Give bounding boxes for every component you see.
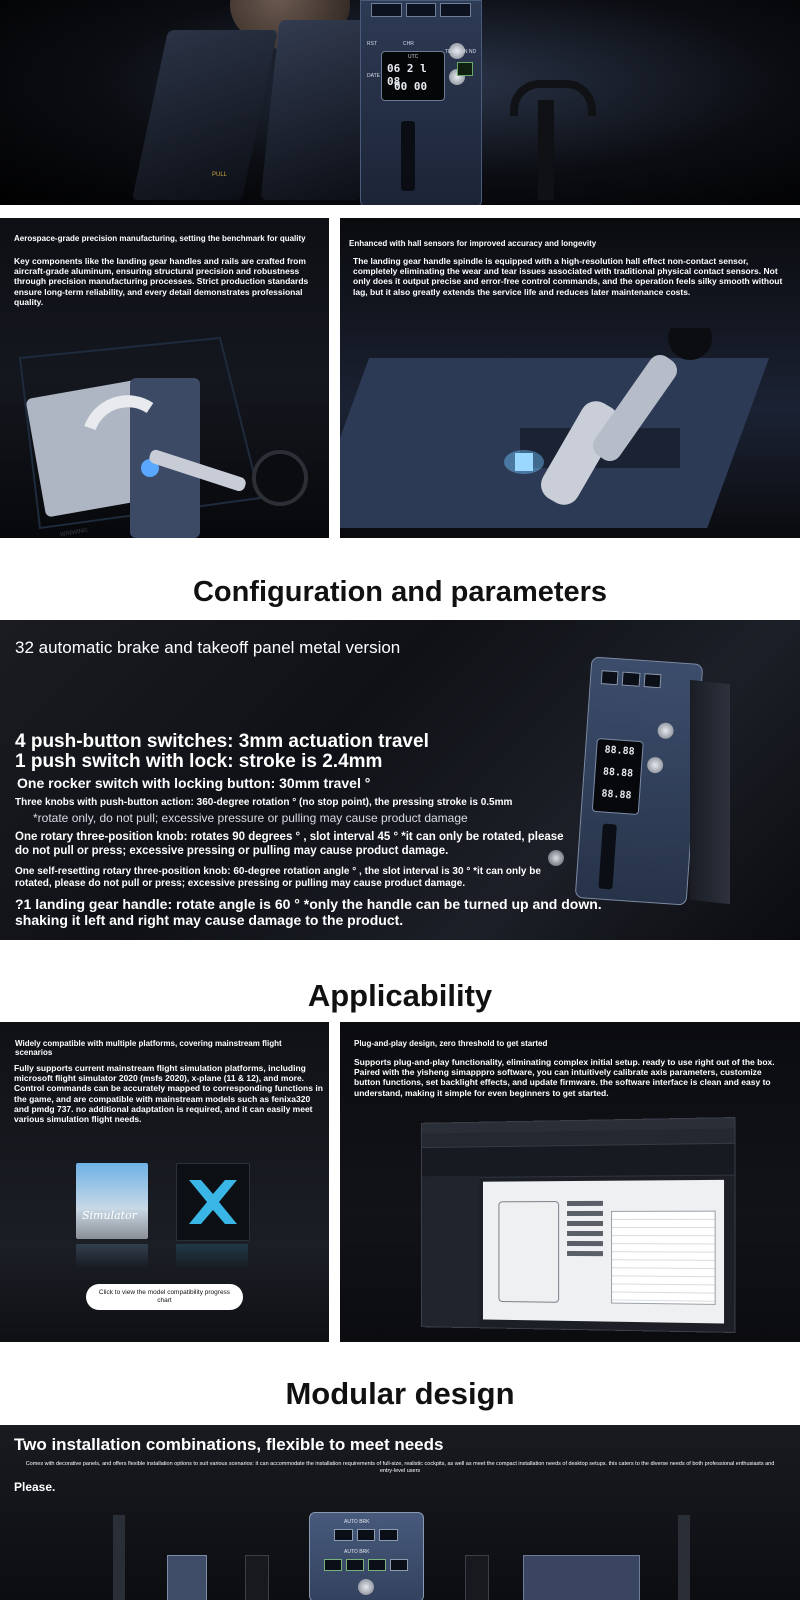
label-terr: TERR ON ND (445, 49, 477, 55)
throttle-lever-left (132, 30, 278, 200)
applicability-panel-plugplay (340, 1022, 800, 1342)
section-heading-modular: Modular design (285, 1376, 515, 1411)
label-chr: CHR (403, 41, 414, 47)
panel-button (334, 1529, 353, 1541)
label-date: DATE (367, 73, 380, 79)
msfs-box-title: Simulator (82, 1209, 137, 1222)
small-module-right (523, 1555, 640, 1600)
spec-item: 1 push switch with lock: stroke is 2.4mm (15, 751, 383, 772)
side-rail-left (113, 1515, 125, 1600)
section-heading-applicability: Applicability (307, 978, 493, 1013)
readout-digit: 88.88 (604, 744, 635, 758)
module-label: AUTO BRK (344, 1549, 370, 1555)
yoke-stem (538, 100, 554, 200)
hall-sensor-illustration (340, 328, 800, 538)
software-timeline (422, 1144, 735, 1178)
panel-button (324, 1559, 342, 1571)
button-row (371, 3, 471, 17)
panel-engraving: WINWING (59, 527, 89, 538)
panel-button (406, 3, 437, 17)
rotary-knob (657, 722, 674, 739)
spec-item: One rotary three-position knob: rotates 90 degrees ° , slot interval 45 ° *it can only be rotated, please do not pull or press; excessive pressing or pulling may cause product damage. (15, 831, 564, 857)
panel-button (346, 1559, 364, 1571)
panel-button (440, 3, 471, 17)
applicability-panel-platforms (0, 1022, 329, 1342)
small-module-left (167, 1555, 207, 1600)
spec-item: *rotate only, do not pull; excessive pressure or pulling may cause product damage (33, 811, 468, 825)
clock-display (381, 51, 445, 101)
panel-button (601, 670, 619, 685)
rotary-knob (358, 1579, 374, 1595)
terr-panel (445, 40, 485, 70)
panel-button (379, 1529, 398, 1541)
section-heading-configuration: Configuration and parameters (192, 576, 608, 608)
feature-title: Enhanced with hall sensors for improved accuracy and longevity (349, 239, 597, 248)
modular-title: Two installation combinations, flexible to meet needs (14, 1435, 444, 1454)
mapping-table (611, 1211, 716, 1305)
product-title: 32 automatic brake and takeoff panel metal version (15, 638, 401, 657)
spec-item: 4 push-button switches: 3mm actuation travel (15, 731, 429, 752)
software-sidebar (422, 1176, 479, 1327)
modular-subtitle: Comes with decorative panels, and offers flexible installation options to suit various scenarios: it can accommodate the installation requirements of full-size, realistic cockpits, as well as meet the compact installation needs of desktop setups. this caters to the diverse needs of both professional enthusiasts and entry-level users (25, 1461, 775, 1474)
gear-lever-slot (401, 121, 415, 191)
modular-note: Please. (14, 1480, 56, 1494)
label-rst: RST (367, 41, 377, 47)
reflection-right (176, 1244, 248, 1268)
applicability-body: Fully supports current mainstream flight simulation platforms, including microsoft flight simulator 2020 (msfs 2020), x-plane (11 & 12), and more. Control commands can be accurately mapped to corresponding functions in the game, and are compatible with mainstream models such as fenixa320 and pmdg 737. no additional adaptation is required, and it can easily meet various simulation flight needs. (14, 1063, 323, 1124)
module-button-row (334, 1529, 398, 1541)
feature-body: Key components like the landing gear handles and rails are crafted from aircraft-grade aluminum, ensuring structural precision and robustness through precision manufacturing processes. Strict production standards ensure long-term reliability, and every detail demonstrates professional quality. (14, 256, 309, 307)
spec-item: Three knobs with push-button action: 360-degree rotation ° (no stop point), the pressing stroke is 0.5mm (15, 797, 513, 808)
mapping-buttons (567, 1201, 603, 1261)
hero-label-pull: PULL (212, 172, 228, 178)
modular-panel (0, 1425, 800, 1600)
gear-handle-illustration (0, 318, 329, 538)
center-module (309, 1512, 424, 1600)
gear-lever-handle (548, 850, 564, 866)
gear-lever-slot (598, 824, 617, 890)
spec-item: ?1 landing gear handle: rotate angle is 60 ° *only the handle can be turned up and down. shaking it left and right may cause damage to the product. (15, 896, 602, 928)
feature-panel-manufacturing (0, 218, 329, 538)
applicability-title: Plug-and-play design, zero threshold to get started (354, 1039, 548, 1048)
panel-button (390, 1559, 408, 1571)
bracket-right (465, 1555, 489, 1600)
panel-button-row (601, 670, 662, 688)
panel-button (643, 673, 661, 688)
mount-bracket (690, 680, 730, 904)
terr-indicator (457, 62, 473, 76)
applicability-body: Supports plug-and-play functionality, eliminating complex initial setup. ready to use right out of the box. Paired with the yisheng simapppro software, you can intuitively calibrate axis parameters, customize button functions, set backlight effects, and update firmware. the software interface is clean and easy to understand, making it simple for even beginners to get started. (354, 1057, 775, 1098)
configuration-panel (0, 620, 800, 940)
panel-button (371, 3, 402, 17)
xplane-x-icon (177, 1164, 249, 1240)
readout-digit: 88.88 (602, 766, 634, 780)
module-button-row (324, 1559, 408, 1571)
panel-button (368, 1559, 386, 1571)
spec-item: One rocker switch with locking button: 30mm travel ° (17, 775, 371, 791)
spec-list (15, 732, 615, 928)
spec-item: One self-resetting rotary three-position knob: 60-degree rotation angle ° , the slot interval is 30 ° *it can only be rotated, please do not pull or press; excessive pressing or pulling may cause product damage. (15, 866, 541, 889)
reflection-left (76, 1244, 148, 1268)
panel-button (357, 1529, 376, 1541)
bracket-left (245, 1555, 269, 1600)
module-label: AUTO BRK (344, 1519, 370, 1525)
xplane-logo-box (176, 1163, 250, 1241)
compatibility-chart-button[interactable]: Click to view the model compatibility progress chart (86, 1284, 243, 1310)
device-diagram (498, 1201, 559, 1303)
label-utc: UTC (408, 54, 419, 60)
hero-banner (0, 0, 800, 205)
readout-window (592, 738, 644, 815)
clock-readout-elapsed: 00 00 (394, 80, 428, 93)
feature-panel-hall-sensor (340, 218, 800, 538)
msfs-game-box (76, 1163, 148, 1239)
side-rail-right (678, 1515, 690, 1600)
autobrake-panel-device (575, 656, 704, 905)
readout-digit: 88.88 (601, 788, 632, 802)
feature-title: Aerospace-grade precision manufacturing, setting the benchmark for quality (14, 234, 306, 243)
panel-button (622, 672, 640, 687)
feature-body: The landing gear handle spindle is equipped with a high-resolution hall effect non-contact sensor, completely eliminating the wear and tear issues associated with traditional physical contact sensors. Not only does it output precise and error-free control commands, and the operation feels silky smooth without lag, but it also greatly extends the service life and reduces later maintenance costs. (353, 256, 783, 297)
clock-readout-time: 06 2 l 08 (387, 62, 427, 88)
applicability-title: Widely compatible with multiple platforms, covering mainstream flight scenarios (15, 1039, 282, 1058)
software-screenshot (421, 1117, 736, 1333)
rotary-knob (647, 757, 664, 774)
software-main-view (483, 1180, 724, 1324)
clock-panel (360, 0, 482, 205)
